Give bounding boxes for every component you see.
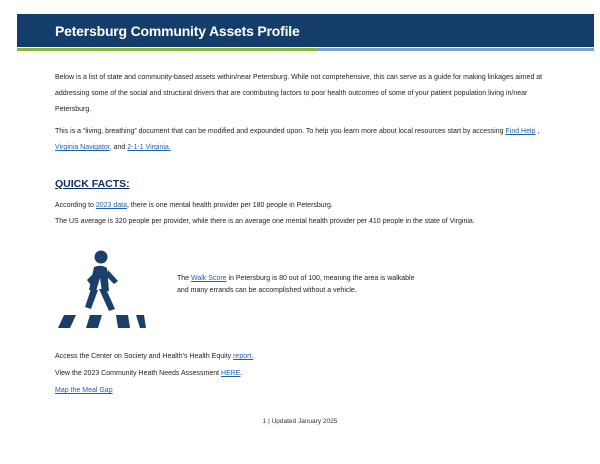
living-document-paragraph	[55, 124, 555, 156]
living-document-text: This is a “living, breathing” document that can be modified and expounded upon. To help you learn more about local resources start by accessing	[55, 128, 504, 135]
quick-facts-heading: QUICK FACTS:	[55, 178, 130, 190]
find-help-link[interactable]: Find Help	[505, 128, 536, 135]
chna-suffix: .	[240, 370, 243, 377]
2023-data-link[interactable]: 2023 data	[95, 202, 128, 209]
virginia-211-link[interactable]: 2-1-1 Virginia.	[127, 144, 171, 151]
chna-line	[55, 369, 242, 379]
us-average-fact: The US average is 320 people per provider, while there is an average one mental health provider per 410 people in the state of Virginia.	[55, 218, 475, 225]
header-banner	[17, 14, 594, 47]
health-equity-report-link[interactable]: report.	[233, 353, 254, 360]
chna-prefix: View the 2023 Community Heath Needs Assessment	[55, 370, 222, 377]
health-equity-line	[55, 352, 253, 362]
virginia-navigator-link[interactable]: Virginia Navigator	[55, 144, 110, 151]
mental-health-fact	[55, 198, 555, 214]
map-meal-gap-link[interactable]: Map the Meal Gap	[55, 387, 113, 394]
walk-score-text	[177, 273, 417, 297]
walk-score-link[interactable]: Walk Score	[191, 275, 227, 282]
separator: ,	[535, 128, 540, 135]
intro-paragraph: Below is a list of state and community-based assets within/near Petersburg. While not comprehensive, this can serve as a guide for making linkages aimed at addressing some of the social and structural drivers that are contributing factors to poor health outcomes of some of your patient population living in/near Petersburg.	[55, 74, 543, 113]
accent-stripe-blue	[317, 48, 594, 51]
separator: , and	[109, 144, 128, 151]
walk-suffix: in Petersburg is 80 out of 100, meaning the area is walkable and many errands can be accomplished without a vehicle.	[177, 275, 415, 294]
page-title: Petersburg Community Assets Profile	[55, 23, 300, 39]
accent-stripe-green	[17, 48, 317, 51]
fact-suffix: , there is one mental health provider per 180 people in Petersburg.	[127, 202, 333, 209]
fact-prefix: According to	[55, 202, 96, 209]
chna-here-link[interactable]: HERE	[221, 370, 241, 377]
equity-prefix: Access the Center on Society and Health’s Health Equity	[55, 353, 234, 360]
walk-prefix: The	[177, 275, 192, 282]
meal-gap-line	[55, 386, 113, 396]
page-footer: 1 | Updated January 2025	[262, 418, 338, 425]
pedestrian-crosswalk-icon	[56, 247, 146, 331]
